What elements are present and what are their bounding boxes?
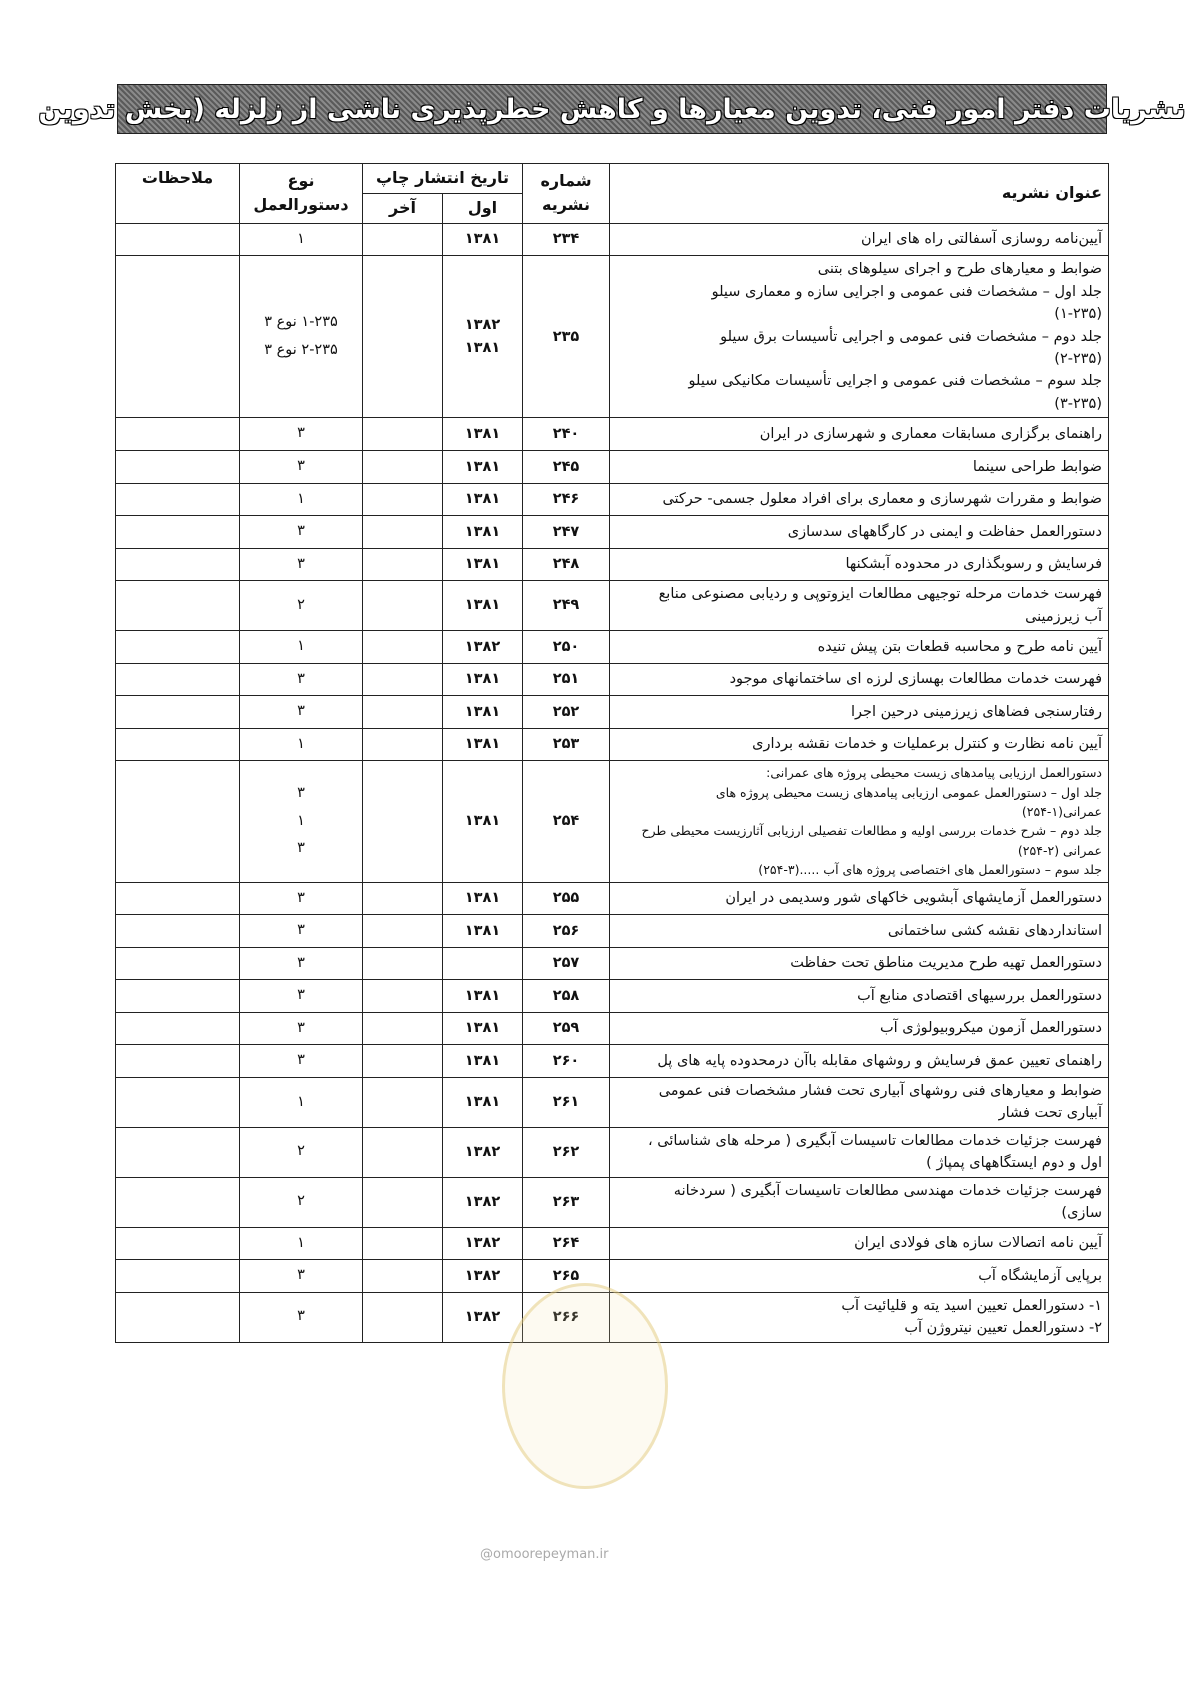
cell-notes	[116, 581, 240, 631]
cell-notes	[116, 1012, 240, 1045]
cell-title	[610, 761, 1109, 882]
cell-number: ۲۵۱	[523, 663, 610, 696]
cell-title	[610, 1012, 1109, 1045]
cell-last-date	[363, 1127, 443, 1177]
cell-number: ۲۴۸	[523, 548, 610, 581]
cell-first-date	[443, 483, 523, 516]
cell-first-date	[443, 418, 523, 451]
cell-type-line: ۱	[297, 638, 305, 655]
cell-notes	[116, 450, 240, 483]
cell-title	[610, 1227, 1109, 1260]
cell-type-line: ۳	[297, 954, 305, 971]
cell-last-date	[363, 1227, 443, 1260]
cell-notes	[116, 663, 240, 696]
cell-number: ۲۵۴	[523, 761, 610, 882]
cell-type-line: ۲	[297, 596, 305, 613]
cell-first-date	[443, 947, 523, 980]
cell-title-line: اول و دوم ایستگاههای پمپاژ )	[926, 1155, 1102, 1172]
cell-type-line: ۲	[297, 1143, 305, 1160]
cell-type-line: ۱	[297, 230, 305, 247]
cell-type	[240, 728, 363, 761]
cell-last-date	[363, 761, 443, 882]
cell-type-line: ۳	[297, 987, 305, 1004]
cell-title-line: دستورالعمل ارزیابی پیامدهای زیست محیطی پروژه های عمرانی:	[766, 765, 1102, 781]
cell-type	[240, 256, 363, 418]
cell-type	[240, 761, 363, 882]
cell-notes	[116, 223, 240, 256]
cell-first-date-line: ۱۳۸۱	[464, 458, 501, 475]
cell-first-date-line: ۱۳۸۱	[464, 813, 501, 830]
cell-notes	[116, 256, 240, 418]
cell-notes	[116, 882, 240, 915]
cell-title-line: جلد اول – دستورالعمل عمومی ارزیابی پیامدهای زیست محیطی پروژه های	[715, 784, 1102, 800]
cell-title-line: دستورالعمل حفاظت و ایمنی در کارگاههای سدسازی	[787, 523, 1102, 540]
cell-type-line: ۳	[297, 1019, 305, 1036]
table-row	[116, 980, 1109, 1013]
cell-type	[240, 1260, 363, 1293]
cell-title	[610, 696, 1109, 729]
cell-first-date-line: ۱۳۸۱	[464, 491, 501, 508]
cell-title	[610, 418, 1109, 451]
cell-title	[610, 947, 1109, 980]
cell-type-line: ۲	[297, 1193, 305, 1210]
cell-last-date	[363, 548, 443, 581]
cell-first-date-line: ۱۳۸۱	[464, 523, 501, 540]
cell-number: ۲۶۳	[523, 1177, 610, 1227]
cell-first-date-line: ۱۳۸۲	[464, 1193, 501, 1210]
cell-notes	[116, 947, 240, 980]
cell-number: ۲۳۴	[523, 223, 610, 256]
cell-first-date	[443, 728, 523, 761]
cell-title	[610, 483, 1109, 516]
cell-title-line: ۲- دستورالعمل تعیین نیتروژن آب	[904, 1320, 1102, 1337]
cell-last-date	[363, 696, 443, 729]
cell-title	[610, 663, 1109, 696]
cell-title-line: ضوابط و مقررات شهرسازی و معماری برای افراد معلول جسمی- حرکتی	[662, 491, 1102, 508]
cell-type-line: ۳	[297, 523, 305, 540]
cell-type	[240, 1127, 363, 1177]
cell-type	[240, 882, 363, 915]
cell-type-line: ۱	[297, 1234, 305, 1251]
cell-type-line: ۳	[297, 457, 305, 474]
cell-first-date-line: ۱۳۸۱	[464, 1020, 501, 1037]
cell-type-line: ۳	[297, 555, 305, 572]
table-row	[116, 1177, 1109, 1227]
cell-title-line: آیین نامه طرح و محاسبه قطعات بتن پیش تنیده	[817, 638, 1102, 655]
cell-title-line: عمرانی (۲-۲۵۴)	[1017, 842, 1102, 858]
cell-number: ۲۵۳	[523, 728, 610, 761]
cell-title	[610, 548, 1109, 581]
cell-type-line: ۳	[297, 785, 305, 802]
cell-type	[240, 980, 363, 1013]
table-row	[116, 450, 1109, 483]
cell-first-date-line: ۱۳۸۲	[464, 638, 501, 655]
cell-notes	[116, 915, 240, 948]
cell-title-line: سازی)	[1061, 1205, 1102, 1222]
footer-url: @omoorepeyman.ir	[480, 1547, 609, 1562]
cell-notes	[116, 1292, 240, 1342]
table-row	[116, 728, 1109, 761]
table-row	[116, 631, 1109, 664]
cell-number: ۲۵۹	[523, 1012, 610, 1045]
cell-title-line: دستورالعمل آزمون میکروبیولوژی آب	[879, 1020, 1102, 1037]
cell-type	[240, 1292, 363, 1342]
cell-last-date	[363, 418, 443, 451]
cell-type	[240, 1077, 363, 1127]
cell-type	[240, 223, 363, 256]
cell-first-date-line: ۱۳۸۱	[464, 556, 501, 573]
cell-type	[240, 1177, 363, 1227]
cell-notes	[116, 696, 240, 729]
cell-type-line: ۱	[297, 1093, 305, 1110]
cell-type-line: ۳	[297, 922, 305, 939]
table-row	[116, 761, 1109, 882]
cell-first-date	[443, 1012, 523, 1045]
table-row	[116, 663, 1109, 696]
cell-first-date	[443, 1077, 523, 1127]
cell-notes	[116, 516, 240, 549]
cell-type	[240, 631, 363, 664]
cell-first-date-line: ۱۳۸۲	[464, 317, 501, 334]
cell-first-date-line: ۱۳۸۱	[464, 671, 501, 688]
cell-title-line: ضوابط طراحی سینما	[972, 458, 1102, 475]
cell-type-line: ۳	[297, 425, 305, 442]
cell-first-date-line: ۱۳۸۲	[464, 1235, 501, 1252]
table-row	[116, 882, 1109, 915]
cell-first-date	[443, 1292, 523, 1342]
cell-first-date	[443, 1227, 523, 1260]
cell-first-date	[443, 1260, 523, 1293]
cell-title-line: دستورالعمل تهیه طرح مدیریت مناطق تحت حفاظت	[790, 955, 1102, 972]
cell-last-date	[363, 1077, 443, 1127]
cell-first-date-line: ۱۳۸۱	[464, 703, 501, 720]
cell-notes	[116, 1077, 240, 1127]
cell-notes	[116, 631, 240, 664]
cell-last-date	[363, 483, 443, 516]
cell-type	[240, 1227, 363, 1260]
table-row	[116, 696, 1109, 729]
cell-first-date-line: ۱۳۸۲	[464, 1308, 501, 1325]
header-title: عنوان نشریه	[610, 164, 1109, 224]
cell-last-date	[363, 1177, 443, 1227]
cell-first-date	[443, 631, 523, 664]
cell-notes	[116, 1045, 240, 1078]
cell-last-date	[363, 1260, 443, 1293]
cell-type-line: ۱	[297, 490, 305, 507]
cell-title-line: آبیاری تحت فشار	[998, 1105, 1102, 1122]
cell-title-line: دستورالعمل بررسیهای اقتصادی منابع آب	[857, 987, 1102, 1004]
header-last: آخر	[363, 193, 443, 223]
cell-type	[240, 581, 363, 631]
cell-last-date	[363, 882, 443, 915]
cell-title-line: ۱- دستورالعمل تعیین اسید یته و قلیائیت آب	[841, 1297, 1102, 1314]
cell-first-date	[443, 696, 523, 729]
cell-title-line: جلد دوم – مشخصات فنی عمومی و اجرایی تأسیسات برق سیلو	[720, 328, 1102, 345]
cell-number: ۲۴۹	[523, 581, 610, 631]
page-banner	[38, 84, 1186, 134]
cell-title-line: فرسایش و رسوبگذاری در محدوده آبشکنها	[845, 556, 1102, 573]
banner-title: نشریات دفتر امور فنی، تدوین معیارها و کاهش خطرپذیری ناشی از زلزله (بخش تدوین	[38, 93, 1186, 125]
cell-title	[610, 915, 1109, 948]
table-row	[116, 915, 1109, 948]
cell-title-line: جلد سوم – دستورالعمل های اختصاصی پروژه های آب .....(۳-۲۵۴)	[758, 862, 1102, 878]
cell-last-date	[363, 980, 443, 1013]
cell-number: ۲۶۴	[523, 1227, 610, 1260]
cell-type-line: ۲-۲۳۵ نوع ۳	[264, 341, 338, 358]
cell-title-line: راهنمای برگزاری مسابقات معماری و شهرسازی در ایران	[759, 425, 1102, 442]
cell-first-date-line: ۱۳۸۲	[464, 1267, 501, 1284]
cell-notes	[116, 1227, 240, 1260]
cell-first-date	[443, 450, 523, 483]
cell-first-date	[443, 980, 523, 1013]
cell-title	[610, 980, 1109, 1013]
cell-title-line: جلد سوم – مشخصات فنی عمومی و اجرایی تأسیسات مکانیکی سیلو	[688, 373, 1102, 390]
cell-number: ۲۶۱	[523, 1077, 610, 1127]
cell-first-date	[443, 256, 523, 418]
cell-type-line: ۳	[297, 703, 305, 720]
cell-type	[240, 915, 363, 948]
cell-last-date	[363, 450, 443, 483]
table-row	[116, 223, 1109, 256]
cell-type-line: ۳	[297, 889, 305, 906]
cell-number: ۲۶۰	[523, 1045, 610, 1078]
cell-type-line: ۳	[297, 840, 305, 857]
table-row	[116, 516, 1109, 549]
cell-type	[240, 450, 363, 483]
cell-type	[240, 696, 363, 729]
cell-number: ۲۴۰	[523, 418, 610, 451]
cell-title-line: فهرست خدمات مرحله توجیهی مطالعات ایزوتوپی و ردیابی مصنوعی منابع	[658, 586, 1102, 603]
cell-title	[610, 450, 1109, 483]
cell-title-line: ضوابط و معیارهای طرح و اجرای سیلوهای بتنی	[817, 261, 1102, 278]
header-notes: ملاحظات	[116, 164, 240, 224]
cell-type	[240, 663, 363, 696]
cell-title-line: (۲-۲۳۵)	[1054, 351, 1102, 368]
cell-title-line: ضوابط و معیارهای فنی روشهای آبیاری تحت فشار مشخصات فنی عمومی	[658, 1082, 1102, 1099]
cell-title	[610, 516, 1109, 549]
cell-title	[610, 1045, 1109, 1078]
cell-type	[240, 483, 363, 516]
cell-title-line: (۱-۲۳۵)	[1054, 306, 1102, 323]
cell-title	[610, 728, 1109, 761]
cell-title-line: دستورالعمل آزمایشهای آبشویی خاکهای شور وسدیمی در ایران	[725, 890, 1102, 907]
cell-notes	[116, 418, 240, 451]
cell-title-line: راهنمای تعیین عمق فرسایش و روشهای مقابله باآن درمحدوده پایه های پل	[657, 1052, 1102, 1069]
table-row	[116, 1127, 1109, 1177]
cell-first-date-line: ۱۳۸۱	[464, 1094, 501, 1111]
cell-first-date-line: ۱۳۸۱	[464, 736, 501, 753]
cell-number: ۲۶۲	[523, 1127, 610, 1177]
cell-title-line: جلد اول – مشخصات فنی عمومی و اجرایی سازه و معماری سیلو	[711, 283, 1102, 300]
cell-title-line: آیین‌نامه روسازی آسفالتی راه های ایران	[860, 231, 1102, 248]
table-row	[116, 1260, 1109, 1293]
cell-title-line: آیین نامه نظارت و کنترل برعملیات و خدمات نقشه برداری	[752, 736, 1102, 753]
cell-title-line: عمرانی(۱-۲۵۴)	[1021, 804, 1102, 820]
cell-number: ۲۶۶	[523, 1292, 610, 1342]
cell-number: ۲۵۸	[523, 980, 610, 1013]
table-row	[116, 483, 1109, 516]
table-row	[116, 548, 1109, 581]
publications-table	[115, 163, 1109, 1343]
cell-last-date	[363, 1045, 443, 1078]
cell-type	[240, 1012, 363, 1045]
cell-last-date	[363, 1012, 443, 1045]
header-number: شماره نشریه	[523, 164, 610, 224]
cell-type-line: ۱	[297, 812, 305, 829]
cell-first-date-line: ۱۳۸۱	[464, 597, 501, 614]
cell-first-date	[443, 548, 523, 581]
cell-notes	[116, 1127, 240, 1177]
cell-last-date	[363, 223, 443, 256]
cell-type-line: ۱	[297, 735, 305, 752]
table-row	[116, 1227, 1109, 1260]
cell-first-date	[443, 223, 523, 256]
cell-type-line: ۳	[297, 1267, 305, 1284]
cell-notes	[116, 548, 240, 581]
cell-first-date-line: ۱۳۸۱	[464, 890, 501, 907]
cell-notes	[116, 761, 240, 882]
cell-title-line: رفتارسنجی فضاهای زیرزمینی درحین اجرا	[851, 703, 1102, 720]
cell-type	[240, 548, 363, 581]
cell-first-date-line: ۱۳۸۱	[464, 231, 501, 248]
cell-title-line: فهرست خدمات مطالعات بهسازی لرزه ای ساختمانهای موجود	[729, 671, 1102, 688]
cell-first-date	[443, 761, 523, 882]
cell-number: ۲۵۰	[523, 631, 610, 664]
header-first: اول	[443, 193, 523, 223]
cell-type	[240, 516, 363, 549]
cell-number: ۲۵۲	[523, 696, 610, 729]
table-row	[116, 1045, 1109, 1078]
cell-type-line: ۱-۲۳۵ نوع ۳	[264, 314, 338, 331]
cell-first-date	[443, 1127, 523, 1177]
cell-number: ۲۵۷	[523, 947, 610, 980]
cell-title-line: برپایی آزمایشگاه آب	[978, 1267, 1102, 1284]
cell-notes	[116, 728, 240, 761]
cell-first-date	[443, 882, 523, 915]
cell-last-date	[363, 581, 443, 631]
table-row	[116, 256, 1109, 418]
cell-number: ۲۴۷	[523, 516, 610, 549]
cell-last-date	[363, 516, 443, 549]
cell-title	[610, 1077, 1109, 1127]
table-row	[116, 1077, 1109, 1127]
header-print-date: تاریخ انتشار چاپ	[363, 164, 523, 194]
cell-notes	[116, 1260, 240, 1293]
header-type: نوع دستورالعمل	[240, 164, 363, 224]
cell-first-date-line: ۱۳۸۱	[464, 922, 501, 939]
cell-type-line: ۳	[297, 670, 305, 687]
cell-notes	[116, 1177, 240, 1227]
cell-first-date-line: ۱۳۸۱	[464, 339, 501, 356]
cell-title	[610, 1292, 1109, 1342]
cell-last-date	[363, 663, 443, 696]
cell-title-line: (۳-۲۳۵)	[1054, 395, 1102, 412]
cell-last-date	[363, 631, 443, 664]
cell-title	[610, 581, 1109, 631]
cell-title	[610, 223, 1109, 256]
cell-number: ۲۵۶	[523, 915, 610, 948]
table-row	[116, 1012, 1109, 1045]
cell-number: ۲۳۵	[523, 256, 610, 418]
cell-first-date	[443, 663, 523, 696]
cell-first-date	[443, 915, 523, 948]
cell-first-date	[443, 516, 523, 549]
watermark-stamp	[502, 1283, 668, 1489]
cell-first-date-line: ۱۳۸۱	[464, 1052, 501, 1069]
cell-last-date	[363, 728, 443, 761]
cell-type-line: ۳	[297, 1052, 305, 1069]
cell-title	[610, 882, 1109, 915]
cell-title	[610, 1177, 1109, 1227]
cell-notes	[116, 980, 240, 1013]
cell-number: ۲۵۵	[523, 882, 610, 915]
cell-title	[610, 1127, 1109, 1177]
cell-type	[240, 1045, 363, 1078]
cell-last-date	[363, 256, 443, 418]
cell-type	[240, 947, 363, 980]
cell-title-line: آب زیرزمینی	[1025, 608, 1102, 625]
table-row	[116, 581, 1109, 631]
cell-title-line: فهرست جزئیات خدمات مهندسی مطالعات تاسیسات آبگیری ( سردخانه	[673, 1182, 1102, 1199]
cell-last-date	[363, 947, 443, 980]
cell-title-line: آیین نامه اتصالات سازه های فولادی ایران	[854, 1235, 1102, 1252]
cell-first-date	[443, 581, 523, 631]
cell-type	[240, 418, 363, 451]
cell-first-date-line: ۱۳۸۲	[464, 1143, 501, 1160]
cell-last-date	[363, 1292, 443, 1342]
cell-first-date-line: ۱۳۸۱	[464, 425, 501, 442]
cell-title	[610, 1260, 1109, 1293]
table-row	[116, 947, 1109, 980]
cell-title	[610, 631, 1109, 664]
cell-title	[610, 256, 1109, 418]
cell-notes	[116, 483, 240, 516]
cell-first-date-line: ۱۳۸۱	[464, 987, 501, 1004]
table-body	[116, 223, 1109, 1342]
cell-type-line: ۳	[297, 1308, 305, 1325]
cell-title-line: جلد دوم – شرح خدمات بررسی اولیه و مطالعات تفصیلی ارزیابی آثارزیست محیطی طرح	[641, 823, 1102, 839]
cell-first-date	[443, 1177, 523, 1227]
cell-number: ۲۴۶	[523, 483, 610, 516]
cell-first-date	[443, 1045, 523, 1078]
cell-last-date	[363, 915, 443, 948]
cell-number: ۲۴۵	[523, 450, 610, 483]
cell-title-line: فهرست جزئیات خدمات مطالعات تاسیسات آبگیری ( مرحله های شناسائی ،	[648, 1132, 1102, 1149]
cell-number: ۲۶۵	[523, 1260, 610, 1293]
cell-title-line: استانداردهای نقشه کشی ساختمانی	[887, 922, 1102, 939]
table-row	[116, 418, 1109, 451]
